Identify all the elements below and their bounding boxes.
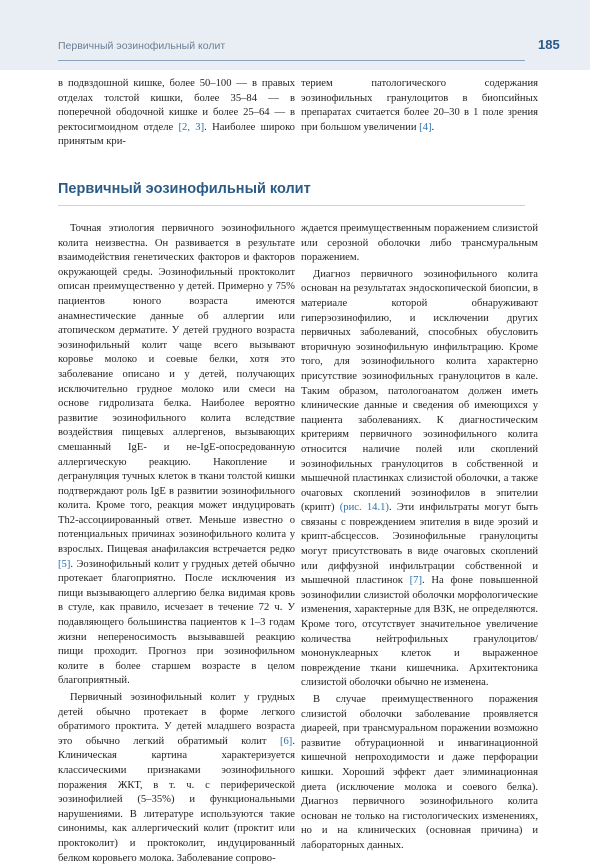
reference-link[interactable]: [5]	[58, 558, 71, 570]
section-rule	[58, 205, 525, 206]
top-right-column	[301, 77, 538, 135]
paragraph: ждается преимущественным поражением слизистой или серозной оболочки либо трансмуральным поражением.	[301, 223, 538, 264]
text-run: терием патологического содержания эозинофильных гранулоцитов в биопсийных препаратах считается более 20–30 в 1 поле зрения при большом увеличении	[301, 78, 538, 133]
running-title: Первичный эозинофильный колит	[58, 40, 226, 52]
text-run: . На фоне повышенной эозинофилии слизистой оболочки морфологические изменения, характерные для ВЗК, не определяются. Кроме того, отсутствует значительное увеличение количества нейтрофильных гранулоцитов/мононуклеарных клеток и выраженное повреждение ткани кишечника. Архитектоника слизистой оболочки обычно не изменена.	[301, 575, 538, 689]
reference-link[interactable]: [4]	[419, 121, 432, 133]
text-run: Диагноз первичного эозинофильного колита основан на результатах эндоскопической биопсии, в материале которой обнаруживают гиперэозинофилию, и исключении других первичных заболеваний, способных обусловить вторичную эозинофильную инфильтрацию. Кроме того, для эозинофильного колита характерно присутствие эозинофильных гранулоцитов в кале. Таким образом, патологоанатом должен иметь клинические данные и сведения об имеющихся у пациента заболеваниях. К диагностическим критериям первичного эозинофильного колита относится наличие полей или скоплений эозинофильных гранулоцитов в собственной и мышечной пластинках слизистой оболочки, а также очаговых скоплений эозинофилов в эпителии (крипт)	[301, 268, 538, 514]
text-run: . Клиническая картина характеризуется классическими признаками эозинофильного поражения ЖКТ, в т. ч. с периферической эозинофилией (5–35%) и функциональными нарушениями. В литературе используются такие синонимы, как аллергический колит (проктит или проктоколит) и проктоколит, индуцированный белком коровьего молока. Заболевание сопрово-	[58, 735, 295, 864]
text-run: в подвздошной кишке, более 50–100 — в правых отделах толстой кишки, более 35–84 — в поперечной ободочной кишке и более 25–64 — в ректосигмоидном отделе	[58, 78, 295, 133]
continued-paragraph-right	[301, 77, 538, 135]
reference-link[interactable]: [2, 3]	[178, 121, 205, 133]
reference-link[interactable]: [6]	[279, 735, 293, 747]
paragraph	[58, 222, 295, 689]
section-title: Первичный эозинофильный колит	[58, 181, 311, 197]
body-right-column	[301, 222, 538, 854]
top-left-column	[58, 77, 295, 150]
continued-paragraph-left	[58, 77, 295, 150]
text-run: . Наиболее широко принятым кри-	[58, 121, 295, 148]
text-run: . Эозинофильный колит у грудных детей обычно протекает благоприятно. После исключения из пищи вызывающего аллергию белка видимая кровь в стуле, как правило, исчезает в течение 72 ч. У подавляющего большинства пациентов к 1–3 годам жизни непереносимость вызывавшей реакцию пищи проходит. Прогноз при эозинофильном колите в более старшем возрасте в целом благоприятный.	[58, 558, 295, 687]
header-rule	[58, 60, 525, 61]
text-run: Точная этиология первичного эозинофильного колита неизвестна. Он развивается в результате взаимодействия генетических факторов и факторов окружающей среды. Эозинофильный проктоколит описан преимущественно у детей. Примерно у 75% пациентов юного возраста имеются анамнестические данные об аллергии или атопическом дерматите. У детей грудного возраста эозинофильный колит чаще всего вызывают коровье молоко и соевые белки, хотя это заболевание описано и у детей, получающих исключительно грудное молоко или смеси на основе гидролизата белка. Наиболее вероятно развитие эозинофильного колита вследствие воздействия пищевых аллергенов, вызывающих смешанный IgE- и не-IgE-опосредованную аллергическую реакцию. Накопление и дегрануляция тучных клеток в ткани толстой кишки подтверждают роль IgE в развитии эозинофильного колита. Кроме того, реакция может индуцировать Th2-ассоциированный ответ. Меньше известно о потенциальных причинах эозинофильного колита у взрослых. Пищевая анафилаксия встречается редко	[58, 223, 295, 556]
reference-link[interactable]: [7]	[409, 575, 422, 587]
paragraph	[58, 691, 295, 866]
paragraph: В случае преимущественного поражения слизистой оболочки заболевание проявляется диареей, при трансмуральном поражении возможно развитие обтурационной и инвагинационной кишечной непроходимости и даже перфорации кишки. Хороший эффект дает элиминационная диета (исключение молока и соевого белка). Диагноз первичного эозинофильного колита основан не только на гистологических изменениях, но и на клинических (основная причина) и лабораторных данных.	[301, 694, 538, 851]
page-number: 185	[538, 37, 560, 52]
paragraph	[301, 268, 538, 691]
text-run: . Эти инфильтраты могут быть связаны с повреждением эпителия в виде эрозий и крипт-абсцессов. Эозинофильные гранулоциты могут присутствовать в виде очаговых скоплений или диффузной инфильтрации собственной и мышечной пластинок	[301, 502, 539, 587]
figure-reference-link[interactable]: (рис. 14.1)	[339, 502, 389, 514]
body-left-column	[58, 222, 295, 866]
text-run: .	[431, 121, 435, 133]
text-run: Первичный эозинофильный колит у грудных детей обычно протекает в форме легкого обратимого проктита. У детей младшего возраста это обычно легкий обратимый колит	[58, 692, 295, 747]
